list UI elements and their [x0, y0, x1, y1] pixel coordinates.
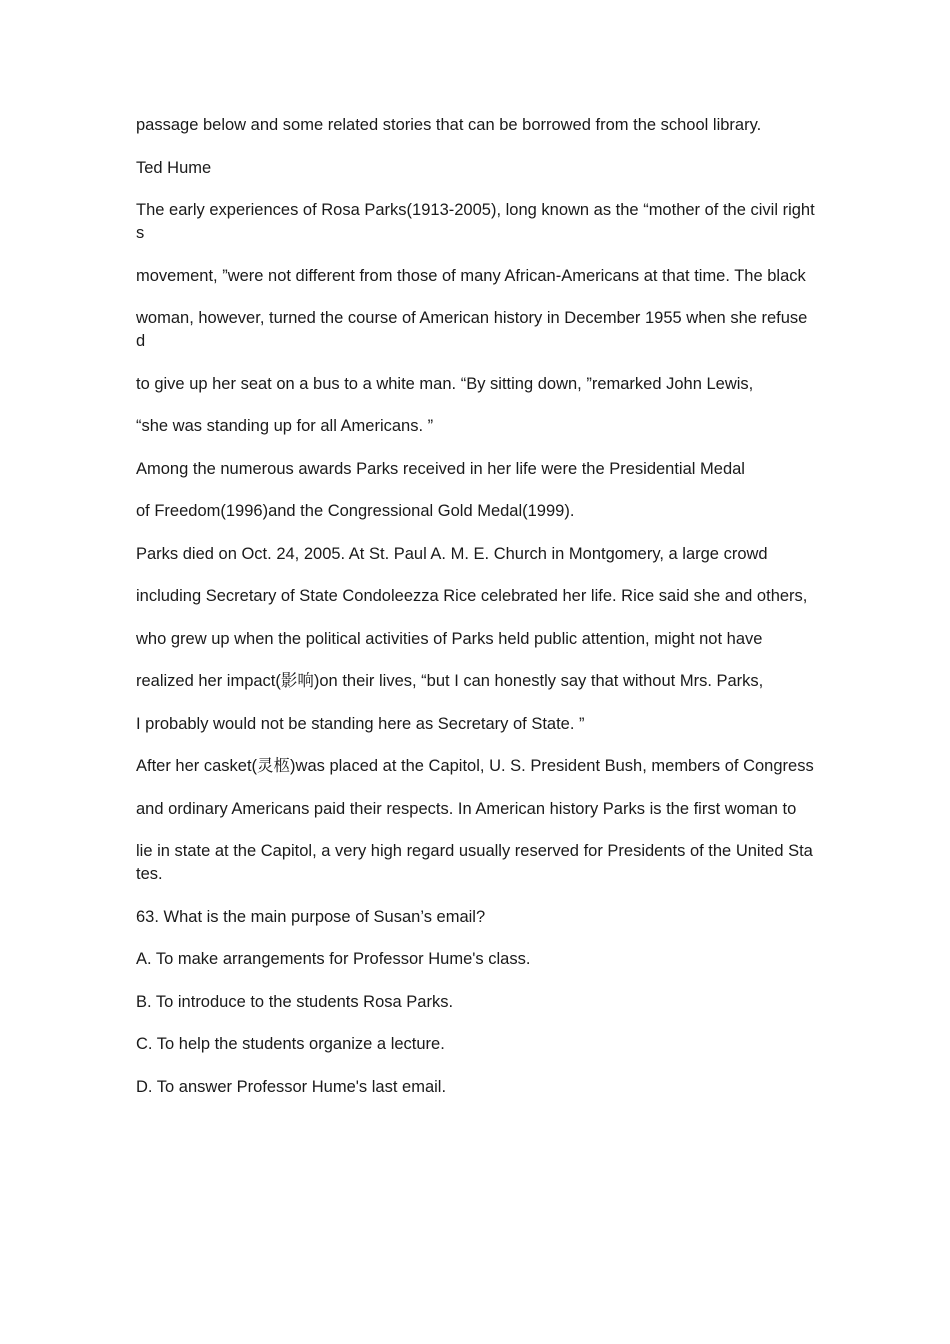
document-body [136, 114, 816, 1118]
passage-line: Parks died on Oct. 24, 2005. At St. Paul A. M. E. Church in Montgomery, a large crowd [136, 544, 768, 563]
passage-line: lie in state at the Capitol, a very high regard usually reserved for Presidents of the United States. [136, 842, 813, 883]
answer-option-c: C. To help the students organize a lecture. [136, 1035, 445, 1053]
passage-line: “she was standing up for all Americans. ” [136, 417, 434, 435]
passage-line: The early experiences of Rosa Parks(1913-2005), long known as the “mother of the civil rights [136, 201, 815, 242]
passage-line: passage below and some related stories that can be borrowed from the school library. [136, 116, 762, 134]
signature-name: Ted Hume [136, 158, 212, 177]
answer-option-d: D. To answer Professor Hume's last email. [136, 1077, 447, 1096]
passage-line: After her casket(灵柩)was placed at the Capitol, U. S. President Bush, members of Congress [136, 757, 814, 775]
passage-line: who grew up when the political activities of Parks held public attention, might not have [136, 629, 763, 648]
passage-line: and ordinary Americans paid their respects. In American history Parks is the first woman to [136, 799, 797, 818]
passage-line: including Secretary of State Condoleezza Rice celebrated her life. Rice said she and others, [136, 587, 808, 605]
passage-line: realized her impact(影响)on their lives, “but I can honestly say that without Mrs. Parks, [136, 672, 764, 690]
passage-line: Among the numerous awards Parks received in her life were the Presidential Medal [136, 459, 745, 478]
passage-line: movement, ”were not different from those of many African-Americans at that time. The black [136, 266, 806, 285]
answer-option-b: B. To introduce to the students Rosa Parks. [136, 992, 454, 1011]
passage-line: I probably would not be standing here as Secretary of State. ” [136, 714, 585, 733]
passage-line: woman, however, turned the course of American history in December 1955 when she refused [136, 309, 808, 350]
question-stem: 63. What is the main purpose of Susan’s email? [136, 907, 486, 926]
passage-line: to give up her seat on a bus to a white man. “By sitting down, ”remarked John Lewis, [136, 374, 754, 393]
answer-option-a: A. To make arrangements for Professor Hume's class. [136, 950, 531, 968]
passage-line: of Freedom(1996)and the Congressional Gold Medal(1999). [136, 502, 575, 520]
